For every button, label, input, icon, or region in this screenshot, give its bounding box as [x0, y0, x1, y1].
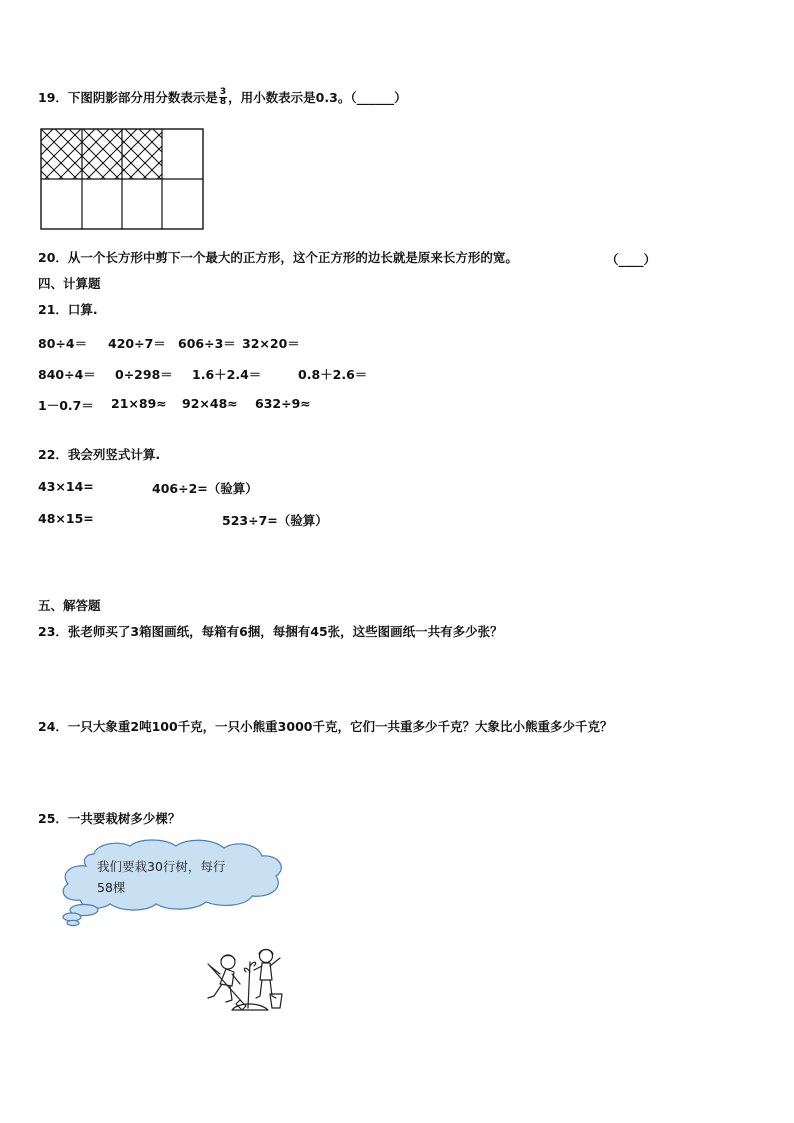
mental-math-item: 606÷3＝	[178, 336, 236, 351]
question-20	[38, 250, 518, 266]
q20-text: 20．从一个长方形中剪下一个最大的正方形，这个正方形的边长就是原来长方形的宽。	[38, 250, 518, 265]
vertical-calc-item: 406÷2=（验算）	[152, 481, 258, 496]
mental-math-item: 32×20＝	[242, 336, 300, 351]
mental-math-item: 0÷298＝	[115, 367, 173, 382]
shaded-cell-3	[122, 129, 162, 179]
fraction-numerator: 3	[219, 87, 227, 97]
vertical-calc-item: 523÷7=（验算）	[222, 513, 328, 528]
sapling	[248, 962, 250, 1008]
shaded-cell-1	[41, 129, 82, 179]
section-5-heading: 五、解答题	[38, 598, 101, 613]
q19-close-paren: ）	[394, 90, 407, 105]
shaded-cell-2	[82, 129, 122, 179]
vertical-calc-item: 48×15=	[38, 511, 94, 526]
cloud-speech-text: 我们要栽30行树，每行58棵	[97, 859, 226, 895]
fraction-denominator: 8	[219, 97, 227, 107]
question-24: 24．一只大象重2吨100千克，一只小熊重3000千克，它们一共重多少千克？大象比小熊重多少千克？	[38, 719, 613, 734]
question-19	[38, 89, 407, 108]
children-planting-tree-icon	[196, 944, 286, 1018]
mental-math-item: 80÷4＝	[38, 336, 88, 351]
cloud-tail-small	[67, 920, 79, 925]
q19-text-after: ，用小数表示是0.3。（	[228, 90, 357, 105]
question-22-title: 22．我会列竖式计算.	[38, 447, 161, 462]
mental-math-item: 92×48≈	[182, 396, 238, 411]
cloud-tail-medium	[63, 913, 81, 921]
q20-answer-blank[interactable]: （____）	[606, 252, 657, 267]
mental-math-item: 1.6＋2.4＝	[192, 367, 262, 382]
shaded-grid-figure	[40, 128, 206, 232]
q19-text-before: 19．下图阴影部分用分数表示是	[38, 90, 218, 105]
mental-math-item: 0.8＋2.6＝	[298, 367, 368, 382]
mental-math-item: 840÷4＝	[38, 367, 96, 382]
q19-answer-blank[interactable]: ______	[356, 90, 395, 105]
mental-math-item: 1－0.7＝	[38, 398, 94, 413]
question-23: 23．张老师买了3箱图画纸，每箱有6捆，每捆有45张，这些图画纸一共有多少张？	[38, 624, 503, 639]
mental-math-item: 632÷9≈	[255, 396, 311, 411]
fraction-3-8	[219, 88, 227, 107]
vertical-calc-item: 43×14=	[38, 479, 94, 494]
section-4-heading: 四、计算题	[38, 276, 101, 291]
right-child-head	[260, 950, 273, 963]
question-25-title: 25．一共要栽树多少棵？	[38, 811, 181, 826]
mental-math-item: 21×89≈	[111, 396, 167, 411]
question-21-title: 21．口算.	[38, 302, 98, 317]
mental-math-item: 420÷7＝	[108, 336, 166, 351]
